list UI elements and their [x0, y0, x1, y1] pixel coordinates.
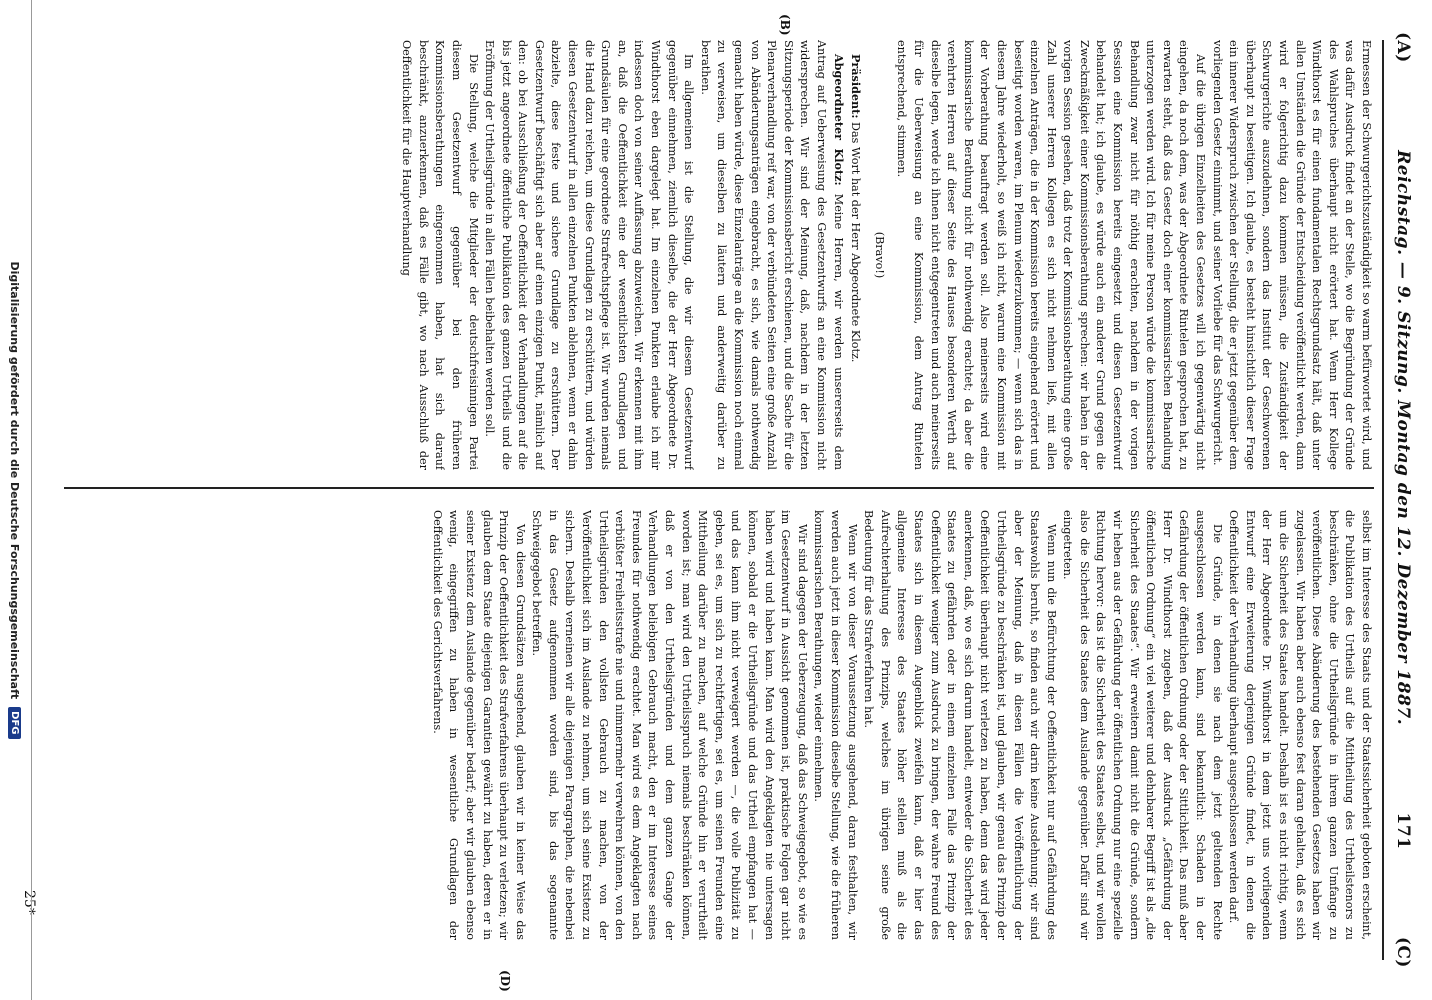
left-text-column: [74, 40, 1374, 470]
interjection: (Bravo!): [872, 231, 886, 279]
body-paragraph: Die Gründe, in denen sie nach dem jetzt geltenden Rechte ausgeschlossen werden kann, sind bekanntlich: Schaden in der Gefährdung der öffentlichen Ordnung oder der Sittlichkeit. Das muß aber Herr Dr. Windthorst zugeben, daß der Ausdruck „Gefährdung der öffentlichen Ordnung“ ein viel weiterer und dehnbarer Begriff ist als „die Sicherheit des Staates“. Wir erweitern damit nicht die Gründe, sondern wir heben aus der Gefährdung der öffentlichen Ordnung nur eine spezielle Richtung hervor: das ist die Sicherheit des Staates selbst, und wir wollen also die Sicherheit des Staates dem Auslande gegenüber. Dafür sind wir eingetreten.: [1061, 510, 1224, 940]
body-paragraph: selbst im Interesse des Staats und der Staatssicherheit geboten erscheint, die Publikation des Urtheils auf die Mittheilung des Urtheilstenors zu beschränken, ohne die Urtheilsgründe in ihrem ganzen Umfange zu veröffentlichen. Diese Abänderung des bestehenden Gesetzes haben wir zugelassen. Wir haben aber auch ebenso fest daran gehalten, daß es sich um die Sicherheit des Staates handelt. Deshalb ist es nicht richtig, wenn der Herr Abgeordnete Dr. Windthorst in dem jetzt uns vorliegenden Entwurf eine Erweiterung derjenigen Gründe findet, in denen die Oeffentlichkeit der Verhandlung überhaupt ausgeschlossen werden darf.: [1227, 510, 1373, 940]
right-column-margin-mark: (D): [498, 970, 512, 992]
speaker-name: Präsident:: [849, 54, 864, 119]
page-title: Reichstag. — 9. Sitzung. Montag den 12. Dezember 1887.: [1393, 150, 1413, 726]
header-rule: [1382, 40, 1384, 960]
right-text-column: [69, 510, 1374, 940]
speech-text: Das Wort hat der Herr Abgeordnete Klotz.: [849, 118, 863, 363]
body-paragraph: Wenn nun die Befürchtung der Oeffentlichkeit nur auf Gefährdung des Staatswohls beruht, so finden auch wir darin keine Ausdehnung; wir sind aber der Meinung, daß in diesen Fällen die Veröffentlichung der Urtheilsgründe zu beschränken ist, und glauben, wir genau das Prinzip der Oeffentlichkeit überhaupt nicht verletzen zu haben, denn das wird jeder anerkennen, daß, wo es sich darum handelt, entweder die Sicherheit des Staates zu gefährden oder in einem einzelnen Falle das Prinzip der Oeffentlichkeit weniger zum Ausdruck zu bringen, der wahre Freund des Staates sich in diesem Augenblick zweifeln kann, daß er hier das allgemeine Interesse des Staates höher stellen muß als die Aufrechterhaltung des Prinzips, welches im übrigen seine große Bedeutung für das Strafverfahren hat.: [862, 510, 1058, 940]
speech-text: Meine Herren, wir werden unsererseits dem Antrag auf Ueberweisung des Gesetzentwurfs an eine Kommission nicht widersprechen. Wir sind der Meinung, daß, nachdem in der letzten Sitzungsperiode der Kommissionsbericht erschienen, und die Sache für die Plenarverhandlung reif war, von der verbündeten Seiten eine große Anzahl von Abänderungsanträgen eingebracht, es sich, wie damals nothwendig gemacht haben würde, diese Einzelanträge an die Kommission noch einmal zu verweisen, um dieselben zu läutern und anderweitig darüber zu berathen.: [698, 40, 845, 470]
body-paragraph: Wenn wir von dieser Voraussetzung ausgehend, daran festhalten, wir werden auch jetzt in dieser Kommission dieselbe Stellung, wie die früheren kommissarischen Berathungen, wieder einnehmen.: [812, 510, 859, 940]
running-header: [1388, 32, 1418, 968]
body-paragraph: Im allgemeinen ist die Stellung, die wir diesem Gesetzentwurf gegenüber einnehmen, ziemlich dieselbe, die der Herr Abgeordnete Dr. Windthorst eben dargelegt hat. Im einzelnen Punkten erlaube ich mir indessen doch von seiner Auffassung abzuweichen. Wir erkennen mit ihm an, daß die Oeffentlichkeit eine der wesentlichsten Grundlagen und Grundsäulen für eine geordnete Strafrechtspflege ist. Wir wurden niemals die Hand dazu reichen, um diese Grundlagen zu erschüttern, und würden diesen Gesetzentwurf in allen einzelnen Punkten ablehnen, wenn er dahin abzielte, diese feste und sichere Grundlage zu erschüttern. Der Gesetzentwurf beschäftigt sich aber auf einen einzigen Punkt, nämlich auf den: ob bei Ausschließung der Oeffentlichkeit der Verhandlungen auf die bis jetzt angeordnete öffentliche Publikation des ganzen Urtheils und die Eröffnung der Urtheilsgründe in allen Fällen beibehalten werden soll.: [483, 40, 696, 470]
body-paragraph: Wir sind dagegen der Ueberzeugung, daß das Schweigegebot, so wie es im Gesetzentwurf in Aussicht genommen ist, praktische Folgen gar nicht haben wird und haben kann. Man wird den Angeklagten nie untersagen können, sobald er die Urtheilsgründe und das Urtheil empfangen hat — und das kann ihm nicht verweigert werden —, die volle Publizität zu geben, sei es, um sich zu rechtfertigen, sei es, um seinen Freunden eine Mittheilung darüber zu machen, auf welche Gründe hin er verurtheilt worden ist; man wird den Urtheilsspruch niemals beschränken können, daß er von den Urtheilsgründen und dem ganzen Gange der Verhandlungen beliebigen Gebrauch macht, den er im Interesse seines Freundes für nothwendig erachtet. Man wird es dem Angeklagten nach verbüßter Freiheitsstrafe nie und nimmermehr verwehren können, von den Urtheilsgründen den vollsten Gebrauch zu machen, von der Veröffentlichkeit sich im Auslande zu nehmen, um sich seine Existenz zu sichern. Deshalb verneinen wir alle diejenigen Paragraphen, die nebenbei in das Gesetz aufgenommen worden sind, bis das sogenannte Schweigegebot betreffen.: [530, 510, 809, 940]
body-paragraph: Von diesen Grundsätzen ausgehend, glauben wir in keiner Weise das Prinzip der Oeffentlichkeit des Strafverfahrens überhaupt zu verletzen; wir glauben dem Staate diejenigen Garantien gewährt zu haben, deren er in seiner Existenz dem Auslande gegenüber bedarf; aber wir glauben ebenso wenig, eingegriffen zu haben in wesentliche Grundlagen der Oeffentlichkeit des Gerichtsverfahrens.: [430, 510, 527, 940]
body-paragraph: Auf die übrigen Einzelheiten des Gesetzes will ich gegenwärtig nicht eingehen, da noch dem, was der Abgeordnete Rintelen gesprochen hat, zu erwarten steht, daß das Gesetz doch einer kommissarischen Behandlung unterzogen werden wird. Ich für meine Person würde die kommissarische Behandlung zwar nicht für nöthig erachten, nachdem in der vorigen Session eine Kommission bereits eingesetzt und diesen Gesetzentwurf behandelt hat; ich glaube, es würde auch ein anderer Grund gegen die Zweckmäßigkeit einer Kommissionsberathung sprechen: wir haben in der vorigen Session gesehen, daß trotz der Kommissionsberathung eine große Zahl unserer Herren Kollegen es sich nicht nehmen ließ, mit allen einzelnen Anträgen, die in der Kommission bereits eingehend erörtert und beseitigt worden waren, im Plenum wiederzukommen; — wenn sich das in diesem Jahre wiederholt, so weiß ich nicht, warum eine Kommission mit der Vorberathung beauftragt werden soll. Also meinerseits wird eine kommissarische Berathung nicht für nothwendig erachtet; da aber die verehrten Herren auf dieser Seite des Hauses besonderen Werth auf dieselbe legen, werde ich ihnen nicht entgegentreten und auch meinerseits für die Ueberweisung an eine Kommission, dem Antrag Rintelen entsprechend, stimmen.: [895, 40, 1208, 470]
left-column-margin-mark: (B): [778, 14, 792, 36]
digitization-credit: [0, 0, 32, 1000]
body-paragraph: Ermessen der Schwurgerichtszuständigkeit so warm befürwortet wird, und was dafür Ausdruck findet an der Stelle, wo die Begründung der Gründe des Wahlspruches überhaupt nicht erörtert hat. Wenn Herr Kollege Windthorst es für einen fundamentalen Rechtsgrundsatz hält, daß unter allen Umständen die Gründe der Entscheidung veröffentlicht werden, dann wird er folgerichtig dazu kommen müssen, die Zuständigkeit der Schwurgerichte auszudehnen, sondern das Institut der Geschworenen überhaupt zu beseitigen. Ich glaube, es besteht hinsichtlich dieser Frage ein innerer Widerspruch zwischen der Stellung, die er jetzt gegenüber dem vorliegenden Gesetz einnimmt, und seiner Vorliebe für das Schwurgericht.: [1210, 40, 1373, 470]
speaker-name: Abgeordneter Klotz:: [831, 54, 846, 186]
dfg-logo: DFG: [9, 707, 22, 738]
digitization-credit-text: Digitalisierung gefördert durch die Deutsche Forschungsgemeinschaft: [8, 261, 22, 700]
page-signature: 25*: [21, 890, 37, 915]
column-divider: [64, 487, 1374, 489]
speech-paragraph: [847, 40, 865, 470]
body-paragraph: Die Stellung, welche die Mitglieder der deutschfreisinnigen Partei diesem Gesetzentwurf gegenüber bei den früheren Kommissionsberathungen eingenommen haben, hat sich darauf beschränkt, anzuerkennen, daß es Fälle gibt, wo nach Ausschluß der Oeffentlichkeit für die Hauptverhandlung: [400, 40, 480, 470]
speech-paragraph: [696, 40, 846, 470]
right-margin-mark: (C): [1393, 936, 1413, 968]
left-margin-mark: (A): [1393, 32, 1413, 63]
page-number: 171: [1393, 812, 1413, 850]
